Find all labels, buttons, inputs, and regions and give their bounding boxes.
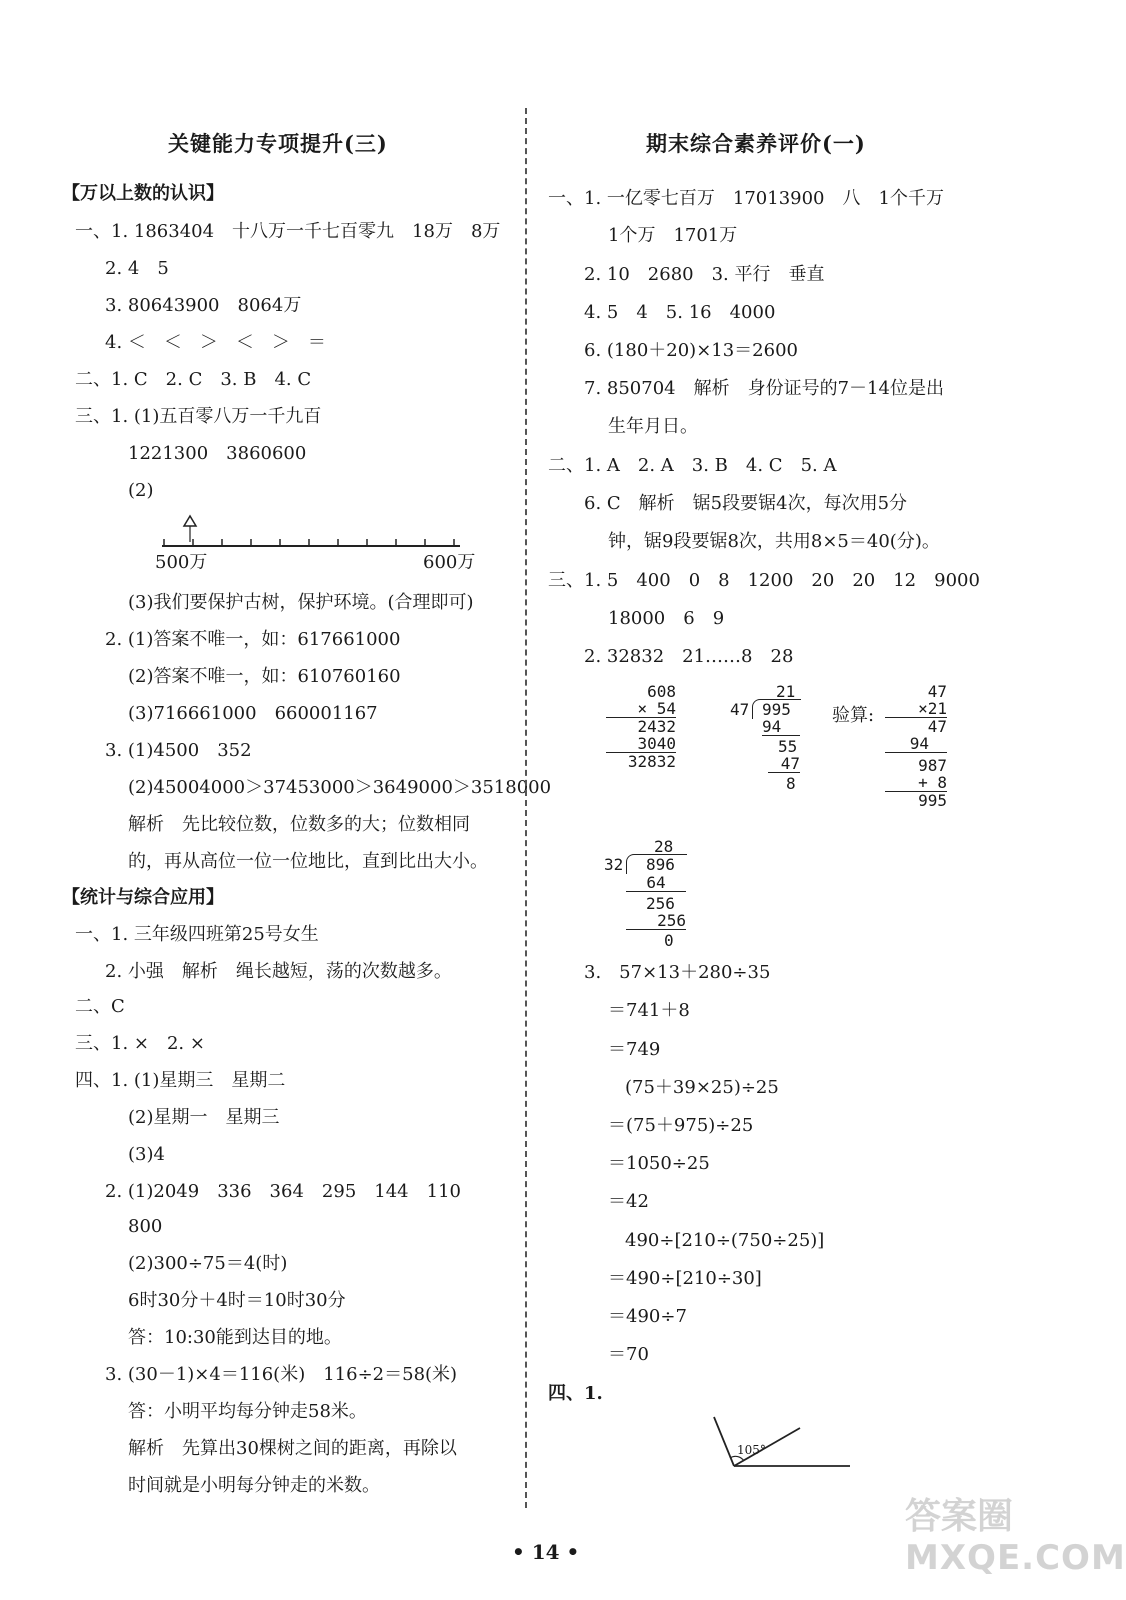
answer-line: 18000 6 9 — [608, 608, 725, 629]
answer-line: ＝70 — [608, 1344, 649, 1365]
check-label: 验算: — [832, 705, 875, 726]
answer-line: (2)答案不唯一，如：610760160 — [128, 666, 401, 687]
number-line-label-right: 600万 — [423, 552, 476, 573]
vertical-multiplication: 608 × 54 2432 3040 32832 — [606, 683, 676, 770]
angle-diagram — [700, 1412, 860, 1472]
answer-line: (3)我们要保护古树，保护环境。(合理即可) — [128, 592, 474, 613]
analysis-line: 的，再从高位一位一位地比，直到比出大小。 — [128, 851, 488, 872]
answer-line: 二、C — [75, 996, 125, 1017]
answer-line: (3)4 — [128, 1144, 165, 1165]
left-section-title: 关键能力专项提升(三) — [168, 131, 388, 156]
answer-line: 2. 小强 解析 绳长越短，荡的次数越多。 — [105, 961, 452, 982]
answer-line: 一、1. 三年级四班第25号女生 — [75, 924, 319, 945]
column-divider — [525, 108, 527, 1508]
answer-line: (2)300÷75＝4(时) — [128, 1253, 288, 1274]
answer-line: 2. (1)答案不唯一，如：617661000 — [105, 629, 401, 650]
answer-line: 2. 32832 21……8 28 — [584, 646, 794, 667]
answer-line: 1个万 1701万 — [608, 225, 738, 246]
analysis-line: 解析 先比较位数，位数多的大；位数相同 — [128, 814, 470, 835]
answer-line: 三、1. × 2. × — [75, 1033, 205, 1054]
answer-line: 答：10:30能到达目的地。 — [128, 1327, 342, 1348]
page-number: • 14 • — [512, 1540, 580, 1564]
answer-line: 3. (30－1)×4＝116(米) 116÷2＝58(米) — [105, 1364, 458, 1385]
answer-line: 二、1. C 2. C 3. B 4. C — [75, 369, 312, 390]
answer-line: (2)星期一 星期三 — [128, 1107, 280, 1128]
answer-line: 1221300 3860600 — [128, 443, 307, 464]
answer-line: 3. 80643900 8064万 — [105, 295, 302, 316]
answer-line: 三、1. 5 400 0 8 1200 20 20 12 9000 — [548, 570, 980, 591]
answer-line: (2) — [128, 480, 154, 501]
answer-line: 6时30分＋4时＝10时30分 — [128, 1290, 346, 1311]
answer-line: 钟，锯9段要锯8次，共用8×5＝40(分)。 — [608, 531, 940, 552]
answer-line: 答：小明平均每分钟走58米。 — [128, 1401, 367, 1422]
answer-line: (3)716661000 660001167 — [128, 703, 378, 724]
answer-line: 3. 57×13＋280÷35 — [584, 962, 771, 983]
section-heading-statistics: 【统计与综合应用】 — [62, 887, 224, 908]
answer-line: 800 — [128, 1216, 163, 1237]
angle-label: 105° — [737, 1443, 766, 1457]
right-section-title: 期末综合素养评价(一) — [646, 131, 866, 156]
answer-line: 2. (1)2049 336 364 295 144 110 — [105, 1181, 461, 1202]
answer-line: 4. 5 4 5. 16 4000 — [584, 302, 776, 323]
watermark-logo: 答案圈 — [905, 1496, 1014, 1537]
answer-line: 6. C 解析 锯5段要锯4次，每次用5分 — [584, 493, 908, 514]
answer-line: 四、1. (1)星期三 星期二 — [75, 1070, 286, 1091]
answer-line: 三、1. (1)五百零八万一千九百 — [75, 406, 322, 427]
number-line-label-left: 500万 — [155, 552, 208, 573]
answer-line: 2. 10 2680 3. 平行 垂直 — [584, 264, 825, 285]
analysis-line: 时间就是小明每分钟走的米数。 — [128, 1475, 380, 1496]
answer-line: 490÷[210÷(750÷25)] — [625, 1230, 825, 1251]
answer-line: ＝(75＋975)÷25 — [608, 1115, 754, 1136]
answer-line: 一、1. 1863404 十八万一千七百零九 18万 8万 — [75, 221, 501, 242]
answer-line: 7. 850704 解析 身份证号的7－14位是出 — [584, 378, 944, 399]
answer-line: (2)45004000＞37453000＞3649000＞3518000 — [128, 777, 552, 798]
answer-line: 生年月日。 — [608, 416, 698, 437]
answer-line: ＝1050÷25 — [608, 1153, 710, 1174]
answer-line: 四、1. — [548, 1383, 603, 1404]
answer-line: 二、1. A 2. A 3. B 4. C 5. A — [548, 455, 837, 476]
check-calculation: 47 ×21 47 94 987 + 8 995 — [885, 683, 947, 809]
watermark-url: MXQE.COM — [905, 1538, 1126, 1578]
answer-line: 3. (1)4500 352 — [105, 740, 252, 761]
answer-line: 4. ＜ ＜ ＞ ＜ ＞ ＝ — [105, 332, 326, 353]
answer-line: 2. 4 5 — [105, 258, 169, 279]
answer-line: (75＋39×25)÷25 — [625, 1077, 779, 1098]
answer-line: ＝741＋8 — [608, 1000, 690, 1021]
answer-line: ＝490÷[210÷30] — [608, 1268, 762, 1289]
answer-line: ＝490÷7 — [608, 1306, 687, 1327]
answer-line: 一、1. 一亿零七百万 17013900 八 1个千万 — [548, 188, 944, 209]
analysis-line: 解析 先算出30棵树之间的距离，再除以 — [128, 1438, 457, 1459]
section-heading-large-numbers: 【万以上数的认识】 — [62, 183, 224, 204]
answer-line: ＝42 — [608, 1191, 649, 1212]
answer-line: ＝749 — [608, 1039, 661, 1060]
answer-line: 6. (180＋20)×13＝2600 — [584, 340, 798, 361]
